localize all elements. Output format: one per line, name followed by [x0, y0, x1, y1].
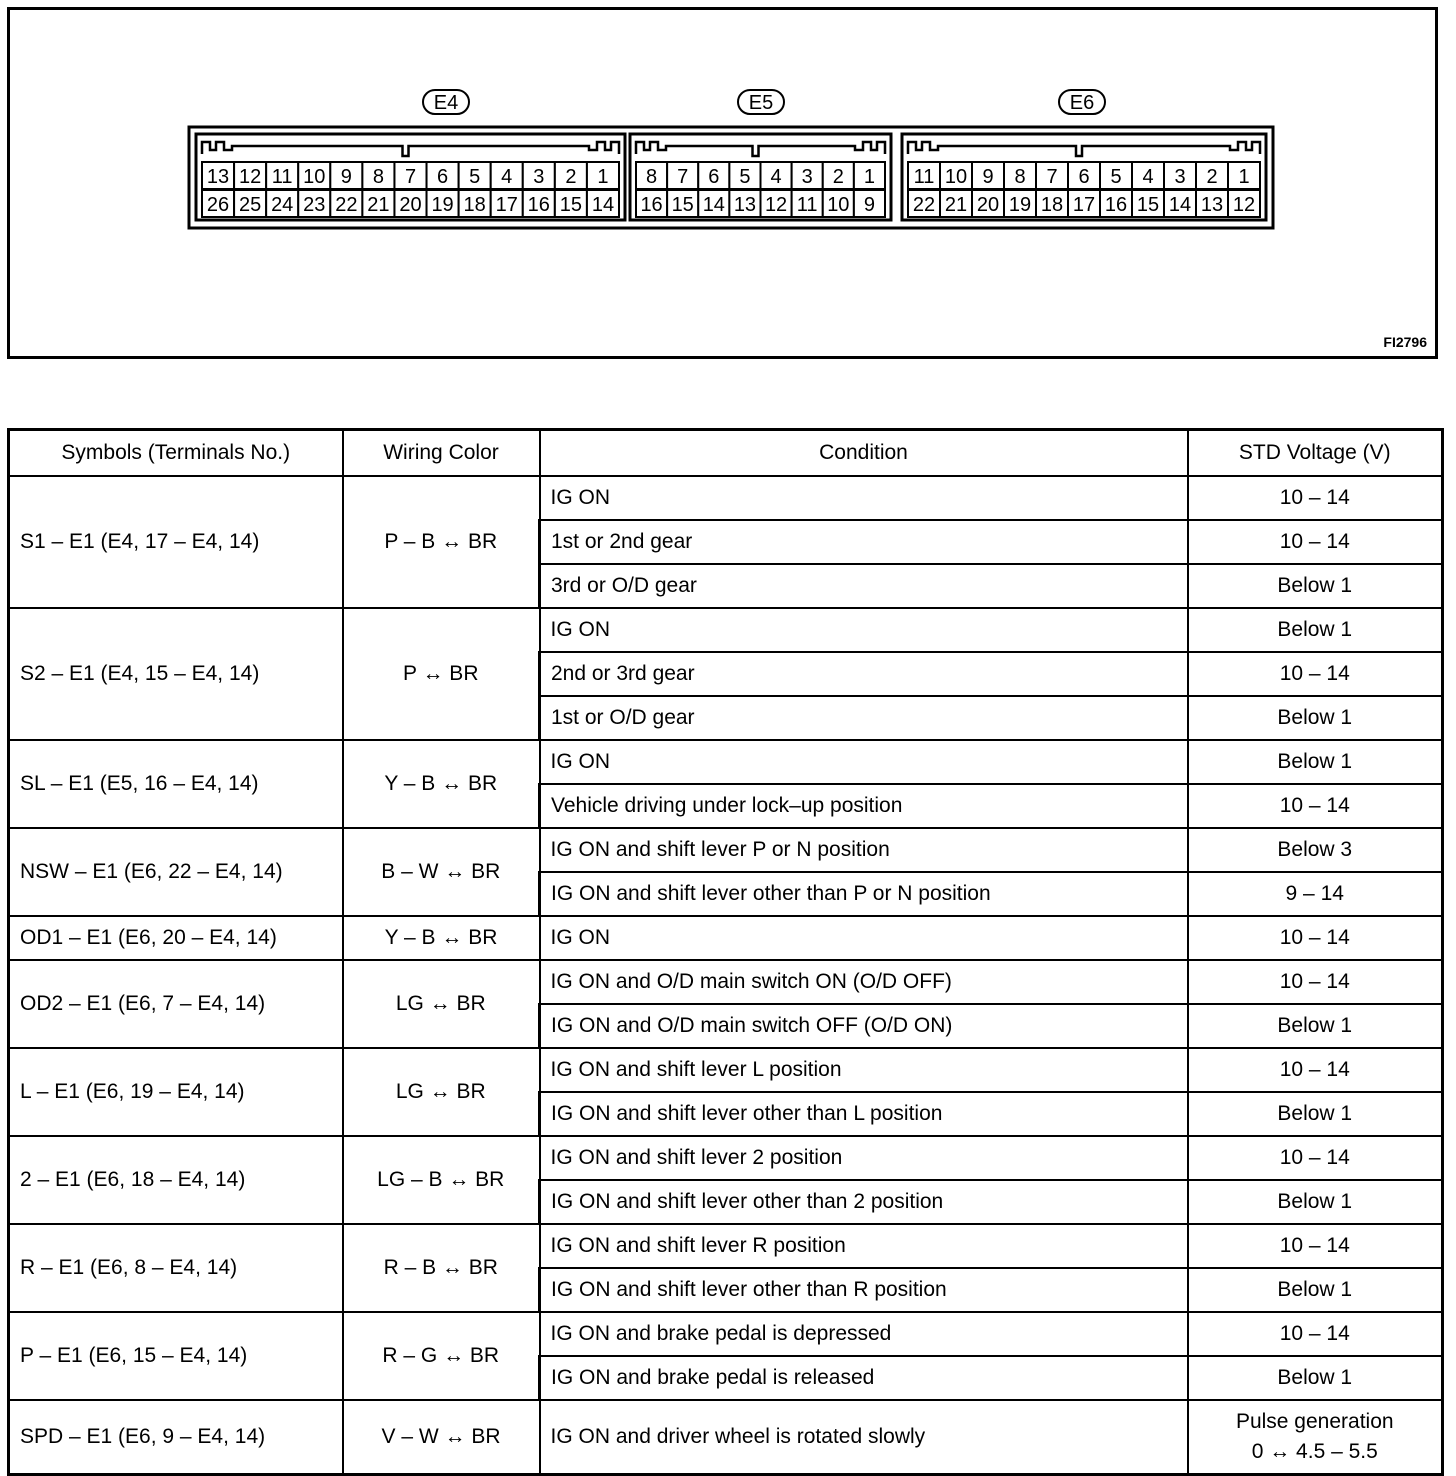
condition-cell: 2nd or 3rd gear [540, 652, 1188, 696]
pin-number: 9 [982, 166, 994, 188]
wiring-color-cell: LG ↔ BR [343, 1048, 540, 1136]
wiring-color-cell: R – B ↔ BR [343, 1224, 540, 1312]
pin-number: 6 [708, 166, 720, 188]
connector-label: E4 [433, 92, 459, 114]
std-voltage-cell: 10 – 14 [1188, 520, 1443, 564]
terminal-voltage-table [7, 428, 1444, 1476]
condition-cell: IG ON and shift lever L position [540, 1048, 1188, 1092]
pin-number: 3 [533, 166, 545, 188]
pin-number: 15 [559, 194, 583, 216]
pin-number: 21 [944, 194, 968, 216]
pin-number: 6 [437, 166, 449, 188]
pin-number: 14 [1168, 194, 1192, 216]
std-voltage-cell: 10 – 14 [1188, 1136, 1443, 1180]
std-voltage-cell: Below 1 [1188, 740, 1443, 784]
condition-cell: Vehicle driving under lock–up position [540, 784, 1188, 828]
std-voltage-cell: 10 – 14 [1188, 1224, 1443, 1268]
connector-label: E5 [748, 92, 774, 114]
condition-cell: IG ON and shift lever other than P or N position [540, 872, 1188, 916]
pin-number: 1 [863, 166, 875, 188]
pin-number: 10 [944, 166, 968, 188]
std-voltage-cell: Below 1 [1188, 1004, 1443, 1048]
pin-number: 10 [303, 166, 326, 188]
condition-cell: IG ON [540, 916, 1188, 960]
std-voltage-cell: Below 1 [1188, 608, 1443, 652]
pin-number: 15 [671, 194, 694, 216]
table-row [9, 1312, 1443, 1356]
table-row [9, 1224, 1443, 1268]
terminal-symbol-cell: SPD – E1 (E6, 9 – E4, 14) [9, 1400, 343, 1475]
table-row [9, 740, 1443, 784]
header-symbols: Symbols (Terminals No.) [9, 430, 343, 477]
wiring-color-cell: Y – B ↔ BR [343, 740, 540, 828]
table-row [9, 1400, 1443, 1475]
pin-number: 18 [1040, 194, 1064, 216]
std-voltage-cell: Below 1 [1188, 696, 1443, 740]
std-voltage-cell: Below 1 [1188, 564, 1443, 608]
wiring-color-cell: R – G ↔ BR [343, 1312, 540, 1400]
table-row [9, 476, 1443, 520]
pin-number: 7 [677, 166, 689, 188]
terminal-symbol-cell: S1 – E1 (E4, 17 – E4, 14) [9, 476, 343, 608]
pin-number: 13 [206, 166, 230, 188]
table-row [9, 608, 1443, 652]
connector-label: E6 [1069, 92, 1095, 114]
pin-number: 4 [1142, 166, 1154, 188]
pin-number: 11 [271, 166, 293, 188]
condition-cell: IG ON and driver wheel is rotated slowly [540, 1400, 1188, 1475]
std-voltage-cell: 10 – 14 [1188, 652, 1443, 696]
terminal-symbol-cell: OD1 – E1 (E6, 20 – E4, 14) [9, 916, 343, 960]
pin-number: 24 [271, 194, 294, 216]
header-std-voltage: STD Voltage (V) [1188, 430, 1443, 477]
std-voltage-line: 0 ↔ 4.5 – 5.5 [1251, 1440, 1378, 1463]
std-voltage-cell: 10 – 14 [1188, 916, 1443, 960]
std-voltage-line: Pulse generation [1235, 1410, 1394, 1433]
pin-number: 15 [1136, 194, 1160, 216]
terminal-symbol-cell: P – E1 (E6, 15 – E4, 14) [9, 1312, 343, 1400]
std-voltage-cell: 9 – 14 [1188, 872, 1443, 916]
pin-number: 16 [1104, 194, 1128, 216]
condition-cell: IG ON [540, 608, 1188, 652]
pin-number: 17 [495, 194, 518, 216]
wiring-color-cell: Y – B ↔ BR [343, 916, 540, 960]
pin-number: 5 [1110, 166, 1122, 188]
pin-number: 5 [739, 166, 751, 188]
std-voltage-cell: Below 1 [1188, 1268, 1443, 1312]
pin-number: 13 [733, 194, 757, 216]
std-voltage-cell [1188, 1400, 1443, 1475]
table-row [9, 960, 1443, 1004]
pin-number: 7 [1046, 166, 1058, 188]
std-voltage-cell: 10 – 14 [1188, 784, 1443, 828]
pin-number: 8 [1014, 166, 1026, 188]
pin-number: 20 [399, 194, 422, 216]
table-row [9, 1048, 1443, 1092]
condition-cell: 3rd or O/D gear [540, 564, 1188, 608]
pin-number: 9 [340, 166, 352, 188]
condition-cell: IG ON and O/D main switch OFF (O/D ON) [540, 1004, 1188, 1048]
pin-number: 9 [863, 194, 875, 216]
pin-number: 10 [827, 194, 850, 216]
condition-cell: IG ON [540, 476, 1188, 520]
pin-number: 2 [565, 166, 577, 188]
pin-number: 8 [646, 166, 658, 188]
pin-number: 11 [913, 166, 935, 188]
wiring-color-cell: P ↔ BR [343, 608, 540, 740]
wiring-color-cell: LG – B ↔ BR [343, 1136, 540, 1224]
std-voltage-cell: Below 1 [1188, 1180, 1443, 1224]
pin-number: 25 [238, 194, 262, 216]
pin-number: 16 [527, 194, 550, 216]
pin-number: 4 [501, 166, 513, 188]
pin-number: 1 [1238, 166, 1250, 188]
pin-number: 13 [1200, 194, 1224, 216]
connector-diagram [10, 10, 1435, 356]
condition-cell: IG ON and brake pedal is depressed [540, 1312, 1188, 1356]
pin-number: 19 [431, 194, 454, 216]
std-voltage-cell: 10 – 14 [1188, 1312, 1443, 1356]
terminal-symbol-cell: NSW – E1 (E6, 22 – E4, 14) [9, 828, 343, 916]
std-voltage-cell: 10 – 14 [1188, 1048, 1443, 1092]
condition-cell: IG ON [540, 740, 1188, 784]
pin-number: 2 [1206, 166, 1218, 188]
condition-cell: IG ON and shift lever other than R position [540, 1268, 1188, 1312]
pin-number: 12 [764, 194, 788, 216]
pin-number: 1 [597, 166, 609, 188]
pin-number: 16 [640, 194, 663, 216]
pin-number: 8 [372, 166, 384, 188]
table-row [9, 916, 1443, 960]
pin-number: 6 [1078, 166, 1090, 188]
connector-e6 [902, 90, 1266, 220]
pin-number: 19 [1008, 194, 1032, 216]
terminal-symbol-cell: SL – E1 (E5, 16 – E4, 14) [9, 740, 343, 828]
wiring-color-cell: LG ↔ BR [343, 960, 540, 1048]
condition-cell: IG ON and shift lever other than 2 position [540, 1180, 1188, 1224]
table-body [9, 476, 1443, 1475]
pin-number: 14 [702, 194, 725, 216]
wiring-color-cell: P – B ↔ BR [343, 476, 540, 608]
pin-number: 7 [404, 166, 417, 188]
terminal-symbol-cell: L – E1 (E6, 19 – E4, 14) [9, 1048, 343, 1136]
std-voltage-cell: 10 – 14 [1188, 960, 1443, 1004]
pin-number: 20 [976, 194, 1000, 216]
pin-number: 17 [1072, 194, 1096, 216]
pin-number: 21 [367, 194, 390, 216]
pin-number: 4 [770, 166, 782, 188]
pin-number: 26 [206, 194, 230, 216]
condition-cell: 1st or 2nd gear [540, 520, 1188, 564]
pin-number: 23 [303, 194, 326, 216]
condition-cell: IG ON and shift lever 2 position [540, 1136, 1188, 1180]
pin-number: 14 [591, 194, 615, 216]
terminal-symbol-cell: R – E1 (E6, 8 – E4, 14) [9, 1224, 343, 1312]
condition-cell: IG ON and shift lever other than L position [540, 1092, 1188, 1136]
header-condition: Condition [540, 430, 1188, 477]
connector-figure [7, 7, 1438, 359]
condition-cell: IG ON and brake pedal is released [540, 1356, 1188, 1400]
pin-number: 3 [801, 166, 813, 188]
std-voltage-cell: 10 – 14 [1188, 476, 1443, 520]
wiring-color-cell: V – W ↔ BR [343, 1400, 540, 1475]
std-voltage-cell: Below 1 [1188, 1356, 1443, 1400]
pin-number: 3 [1174, 166, 1186, 188]
std-voltage-cell: Below 1 [1188, 1092, 1443, 1136]
condition-cell: IG ON and O/D main switch ON (O/D OFF) [540, 960, 1188, 1004]
condition-cell: 1st or O/D gear [540, 696, 1188, 740]
pin-number: 18 [463, 194, 486, 216]
header-wiring-color: Wiring Color [343, 430, 540, 477]
condition-cell: IG ON and shift lever R position [540, 1224, 1188, 1268]
std-voltage-cell: Below 3 [1188, 828, 1443, 872]
figure-id: FI2796 [1383, 334, 1427, 350]
pin-number: 12 [1232, 194, 1256, 216]
pin-number: 11 [796, 194, 818, 216]
condition-cell: IG ON and shift lever P or N position [540, 828, 1188, 872]
connector-e4 [196, 90, 625, 220]
terminal-symbol-cell: OD2 – E1 (E6, 7 – E4, 14) [9, 960, 343, 1048]
table-row [9, 828, 1443, 872]
header-row [9, 430, 1443, 477]
wiring-color-cell: B – W ↔ BR [343, 828, 540, 916]
terminal-symbol-cell: S2 – E1 (E4, 15 – E4, 14) [9, 608, 343, 740]
pin-number: 5 [469, 166, 481, 188]
pin-number: 22 [335, 194, 358, 216]
pin-number: 22 [912, 194, 936, 216]
terminal-symbol-cell: 2 – E1 (E6, 18 – E4, 14) [9, 1136, 343, 1224]
pin-number: 2 [832, 166, 844, 188]
pin-number: 12 [238, 166, 262, 188]
connector-e5 [630, 90, 891, 220]
table-row [9, 1136, 1443, 1180]
